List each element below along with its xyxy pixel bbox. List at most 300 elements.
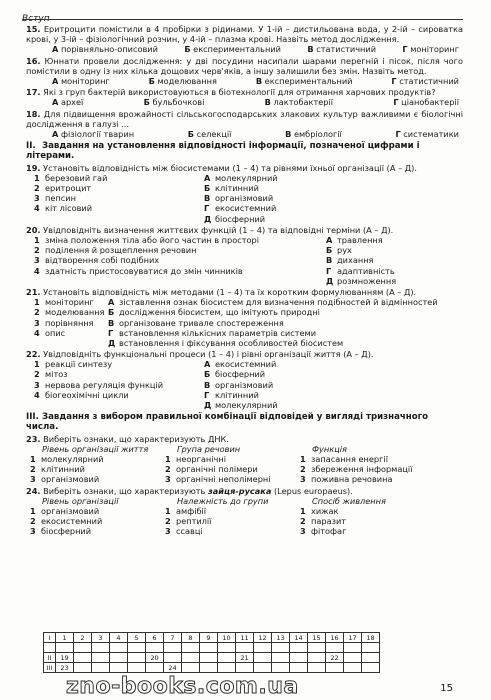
item-text: біосферний bbox=[215, 369, 266, 380]
question-19 bbox=[26, 163, 463, 224]
grid-cell bbox=[44, 643, 56, 653]
grid-cell bbox=[74, 653, 92, 663]
species-latin: (Lepus europaeus). bbox=[271, 485, 353, 496]
item-number: 1 bbox=[34, 172, 40, 183]
grid-cell bbox=[56, 643, 74, 653]
item-number: 2 bbox=[165, 516, 171, 527]
item-text: еритроцит bbox=[45, 183, 92, 194]
right-item bbox=[108, 328, 438, 338]
answer-option bbox=[52, 129, 134, 139]
question-20 bbox=[26, 225, 463, 286]
option-item bbox=[300, 526, 450, 536]
grid-cell bbox=[200, 643, 218, 653]
column-heading: Спосіб живлення bbox=[312, 495, 386, 506]
option-columns bbox=[26, 444, 463, 485]
grid-row-1-answers bbox=[44, 643, 380, 653]
question-23 bbox=[26, 434, 463, 485]
grid-cell bbox=[254, 663, 272, 673]
option-letter: Г bbox=[395, 129, 401, 140]
grid-cell bbox=[128, 643, 146, 653]
item-letter: Г bbox=[108, 327, 114, 338]
item-text: біосферний bbox=[215, 213, 266, 224]
left-item bbox=[34, 245, 324, 255]
option-text: порівняльно-описовий bbox=[60, 44, 158, 55]
item-number: 3 bbox=[165, 474, 171, 485]
left-item bbox=[34, 328, 106, 338]
item-number: 4 bbox=[34, 327, 40, 338]
grid-cell: 6 bbox=[146, 633, 164, 643]
option-item bbox=[300, 474, 450, 484]
column-heading: Належність до групи bbox=[177, 495, 269, 506]
option-item bbox=[30, 506, 165, 516]
item-number: 1 bbox=[34, 359, 40, 370]
option-text: статистичний bbox=[316, 44, 377, 55]
question-stem: Виберіть ознаки, що характеризують bbox=[43, 485, 208, 496]
item-text: екосистемний bbox=[41, 516, 103, 527]
item-number: 1 bbox=[300, 505, 306, 516]
left-item bbox=[34, 390, 202, 400]
item-number: 2 bbox=[34, 369, 40, 380]
grid-cell: 8 bbox=[182, 633, 200, 643]
grid-cell bbox=[236, 663, 254, 673]
item-letter: Д bbox=[108, 337, 116, 348]
left-column bbox=[26, 359, 202, 410]
question-stem: Які з груп бактерій використовуються в біотехнології для отримання харчових продуктів? bbox=[43, 87, 436, 98]
question-text bbox=[26, 24, 463, 44]
item-text: розмноження bbox=[337, 275, 397, 286]
left-item bbox=[34, 173, 202, 183]
option-text: фізіології тварин bbox=[60, 129, 135, 140]
option-column bbox=[165, 496, 300, 537]
item-letter: Д bbox=[326, 275, 334, 286]
question-stem: Для підвищення врожайності сільськогосподарських злакових культур важливими є біологічні дослідження в галузі … bbox=[26, 108, 463, 129]
grid-cell bbox=[344, 643, 362, 653]
item-text: амфібії bbox=[176, 505, 207, 516]
option-text: селекції bbox=[196, 129, 232, 140]
option-item bbox=[30, 454, 165, 464]
watermark: zno-books.com.ua bbox=[66, 674, 299, 699]
option-letter: А bbox=[52, 129, 59, 140]
answer-option bbox=[256, 76, 353, 86]
item-text: мітоз bbox=[45, 369, 68, 380]
left-column bbox=[26, 235, 324, 286]
grid-cell bbox=[182, 663, 200, 673]
right-column bbox=[324, 235, 396, 286]
item-letter: Г bbox=[204, 203, 210, 214]
column-heading: Рівень організації життя bbox=[42, 443, 149, 454]
right-item bbox=[108, 297, 438, 307]
right-item bbox=[204, 380, 278, 390]
option-item bbox=[30, 516, 165, 526]
item-letter: А bbox=[108, 297, 115, 308]
grid-cell: 19 bbox=[56, 653, 74, 663]
grid-cell bbox=[182, 653, 200, 663]
question-number: 21. bbox=[26, 286, 41, 297]
option-item bbox=[165, 464, 300, 474]
grid-cell bbox=[290, 663, 308, 673]
item-number: 1 bbox=[300, 454, 306, 464]
grid-cell bbox=[146, 643, 164, 653]
item-text: моніторинг bbox=[45, 297, 94, 308]
option-text: ціанобактерії bbox=[401, 97, 459, 108]
item-text: органічні полімери bbox=[176, 464, 258, 475]
option-text: експериментальний bbox=[264, 76, 353, 87]
item-text: організмовий bbox=[215, 193, 274, 204]
item-text: пепсин bbox=[45, 193, 76, 204]
answer-options bbox=[26, 97, 463, 107]
question-text bbox=[26, 87, 463, 97]
answer-option bbox=[402, 44, 459, 54]
grid-cell bbox=[254, 643, 272, 653]
grid-cell bbox=[92, 653, 110, 663]
grid-cell bbox=[362, 653, 380, 663]
grid-cell bbox=[110, 643, 128, 653]
option-item bbox=[300, 464, 450, 474]
item-number: 3 bbox=[34, 317, 40, 328]
grid-cell: 10 bbox=[218, 633, 236, 643]
item-number: 4 bbox=[34, 389, 40, 400]
question-number: 24. bbox=[26, 485, 41, 496]
matching-columns bbox=[26, 173, 463, 224]
right-item bbox=[204, 390, 278, 400]
item-text: зіставлення ознак біосистем для визначення подібностей й відмінностей bbox=[119, 297, 438, 308]
grid-cell: 15 bbox=[308, 633, 326, 643]
grid-cell bbox=[110, 653, 128, 663]
question-number: 16. bbox=[26, 55, 41, 66]
question-stem: Установіть відповідність між біосистемами (1 – 4) та рівнями їхньої організації (А – Д). bbox=[43, 162, 417, 173]
right-item bbox=[326, 235, 396, 245]
column-heading: Рівень організації bbox=[42, 495, 119, 506]
left-item bbox=[34, 318, 106, 328]
grid-cell bbox=[128, 653, 146, 663]
item-text: організоване тривале спостереження bbox=[119, 317, 284, 328]
right-item bbox=[204, 203, 278, 213]
grid-cell bbox=[272, 663, 290, 673]
grid-cell: 24 bbox=[164, 663, 182, 673]
page-content bbox=[26, 24, 463, 538]
option-item bbox=[30, 464, 165, 474]
item-letter: В bbox=[204, 379, 211, 390]
grid-cell bbox=[110, 663, 128, 673]
question-text bbox=[26, 225, 463, 235]
answer-option bbox=[149, 76, 217, 86]
item-letter: А bbox=[204, 359, 211, 370]
option-letter: В bbox=[307, 44, 314, 55]
option-item bbox=[165, 526, 300, 536]
grid-row-1 bbox=[44, 633, 380, 643]
grid-cell bbox=[128, 663, 146, 673]
option-text: лактобактерії bbox=[273, 97, 334, 108]
item-letter: В bbox=[204, 193, 211, 204]
question-number: 18. bbox=[26, 108, 41, 119]
item-text: запасання енергії bbox=[311, 454, 388, 464]
item-text: дихання bbox=[337, 255, 374, 266]
option-item bbox=[30, 474, 165, 484]
item-number: 3 bbox=[165, 526, 171, 537]
item-text: молекулярний bbox=[41, 454, 104, 464]
grid-cell bbox=[74, 663, 92, 673]
right-item bbox=[108, 338, 438, 348]
option-text: експериментальний bbox=[193, 44, 281, 55]
answer-options bbox=[26, 76, 463, 86]
item-text: ссавці bbox=[176, 526, 203, 537]
option-item bbox=[300, 516, 450, 526]
grid-cell: 12 bbox=[254, 633, 272, 643]
right-column bbox=[202, 173, 278, 224]
option-text: ембріології bbox=[293, 129, 342, 140]
right-item bbox=[204, 359, 278, 369]
option-column bbox=[300, 444, 450, 485]
option-item bbox=[30, 526, 165, 536]
option-text: систематики bbox=[403, 129, 459, 140]
item-letter: Б bbox=[326, 245, 333, 256]
grid-cell bbox=[182, 643, 200, 653]
grid-cell: 17 bbox=[344, 633, 362, 643]
item-letter: Г bbox=[326, 265, 332, 276]
item-number: 1 bbox=[34, 234, 40, 245]
answer-option bbox=[52, 44, 158, 54]
right-item bbox=[326, 245, 396, 255]
option-text: моніторинг bbox=[60, 76, 110, 87]
question-number: 22. bbox=[26, 349, 41, 360]
option-letter: В bbox=[285, 129, 292, 140]
grid-cell bbox=[254, 653, 272, 663]
option-columns bbox=[26, 496, 463, 537]
option-letter: А bbox=[52, 44, 59, 55]
grid-cell bbox=[74, 643, 92, 653]
item-number: 2 bbox=[300, 516, 306, 527]
item-number: 2 bbox=[34, 245, 40, 256]
grid-cell: 23 bbox=[56, 663, 74, 673]
left-item bbox=[34, 359, 202, 369]
answer-option bbox=[188, 129, 232, 139]
option-letter: А bbox=[52, 97, 59, 108]
question-17 bbox=[26, 87, 463, 107]
item-number: 3 bbox=[34, 193, 40, 204]
item-number: 2 bbox=[34, 307, 40, 318]
item-letter: В bbox=[326, 255, 333, 266]
item-letter: Б bbox=[204, 183, 211, 194]
right-item bbox=[326, 266, 396, 276]
option-letter: Б bbox=[184, 44, 191, 55]
matching-columns bbox=[26, 359, 463, 410]
left-item bbox=[34, 193, 202, 203]
item-number: 3 bbox=[300, 474, 306, 485]
answer-option bbox=[285, 129, 342, 139]
option-text: моніторинг bbox=[410, 44, 459, 55]
answer-options bbox=[26, 44, 463, 54]
item-text: збереження інформації bbox=[311, 464, 413, 475]
left-item bbox=[34, 203, 202, 213]
right-item bbox=[326, 276, 396, 286]
item-number: 4 bbox=[34, 265, 40, 276]
grid-cell bbox=[326, 643, 344, 653]
grid-cell bbox=[344, 653, 362, 663]
item-text: екосистемний bbox=[215, 203, 277, 214]
option-item bbox=[165, 506, 300, 516]
matching-columns bbox=[26, 235, 463, 286]
item-number: 1 bbox=[30, 454, 36, 464]
matching-columns bbox=[26, 297, 463, 348]
question-stem: Увідповідніть визначення життєвих функцій (1 – 4) та відповідні терміни (А – Д). bbox=[43, 224, 394, 235]
answer-option bbox=[52, 97, 83, 107]
item-letter: Б bbox=[204, 369, 211, 380]
left-item bbox=[34, 297, 106, 307]
item-text: опис bbox=[45, 327, 66, 338]
item-text: біосферний bbox=[41, 526, 92, 537]
grid-cell bbox=[146, 663, 164, 673]
section-2-heading: ІІ. Завдання на установлення відповідності інформації, позначеної цифрами і літерами. bbox=[26, 141, 420, 162]
answer-option bbox=[395, 129, 459, 139]
item-text: рух bbox=[337, 245, 352, 256]
item-letter: Б bbox=[108, 307, 115, 318]
grid-cell bbox=[92, 643, 110, 653]
item-number: 3 bbox=[300, 526, 306, 537]
answer-option bbox=[144, 97, 205, 107]
grid-cell bbox=[308, 643, 326, 653]
grid-cell bbox=[326, 663, 344, 673]
grid-row-3 bbox=[44, 663, 380, 673]
grid-cell: І bbox=[44, 633, 56, 643]
grid-cell: 3 bbox=[92, 633, 110, 643]
left-item bbox=[34, 380, 202, 390]
item-letter: Д bbox=[204, 213, 212, 224]
grid-cell bbox=[200, 663, 218, 673]
item-text: організмовий bbox=[215, 379, 274, 390]
option-letter: Б bbox=[148, 76, 155, 87]
item-text: моделювання bbox=[45, 307, 105, 318]
right-item bbox=[204, 214, 278, 224]
grid-cell: ІІ bbox=[44, 653, 56, 663]
item-number: 4 bbox=[34, 203, 40, 214]
item-text: екосистемний bbox=[215, 359, 277, 370]
grid-cell bbox=[290, 643, 308, 653]
right-column bbox=[106, 297, 438, 348]
grid-cell bbox=[308, 663, 326, 673]
question-text bbox=[26, 287, 463, 297]
left-item bbox=[34, 183, 202, 193]
right-item bbox=[108, 307, 438, 317]
question-22 bbox=[26, 349, 463, 410]
question-18 bbox=[26, 109, 463, 140]
item-letter: А bbox=[204, 172, 211, 183]
item-text: порівняння bbox=[45, 317, 94, 328]
item-text: відтворення собі подібних bbox=[45, 255, 160, 266]
grid-cell: 5 bbox=[128, 633, 146, 643]
species-name: зайця-русака bbox=[207, 485, 272, 496]
item-text: молекулярний bbox=[215, 172, 278, 183]
item-text: організмовий bbox=[41, 474, 100, 485]
grid-cell: 11 bbox=[236, 633, 254, 643]
grid-cell bbox=[236, 643, 254, 653]
item-number: 3 bbox=[30, 474, 36, 485]
option-letter: Г bbox=[402, 44, 408, 55]
answer-option bbox=[184, 44, 281, 54]
item-text: поживна речовина bbox=[311, 474, 393, 485]
item-number: 1 bbox=[30, 505, 36, 516]
item-text: травлення bbox=[337, 234, 383, 245]
right-item bbox=[204, 183, 278, 193]
question-number: 19. bbox=[26, 162, 41, 173]
left-item bbox=[34, 369, 202, 379]
option-text: статистичний bbox=[399, 76, 459, 87]
item-letter: А bbox=[326, 234, 333, 245]
question-stem: Еритроцити помістили в 4 пробірки з рідинами. У 1-ій – дистильована вода, у 2-ій – сироватка крові, у 3-ій – фізіологічний розчин, у 4-ій – плазма крові. Назвіть метод дослідження. bbox=[26, 24, 463, 45]
item-text: неорганічні bbox=[176, 454, 227, 464]
option-item bbox=[165, 516, 300, 526]
grid-cell bbox=[218, 653, 236, 663]
question-text bbox=[26, 486, 463, 496]
left-item bbox=[34, 255, 324, 265]
option-text: археї bbox=[60, 97, 84, 108]
question-stem: Юннати провели дослідження: у дві посудини насипали шарами перегній і пісок, після чого помістили в одну із них кілька дощових черв'яків, а іншу залишили без змін. Назвіть метод. bbox=[26, 55, 463, 76]
left-item bbox=[34, 235, 324, 245]
item-text: адаптивність bbox=[337, 265, 395, 276]
item-text: органічні неполімерні bbox=[176, 474, 271, 485]
item-text: молекулярний bbox=[215, 400, 278, 411]
option-item bbox=[165, 474, 300, 484]
item-text: біогеохімічні цикли bbox=[45, 389, 129, 400]
question-stem: Виберіть ознаки, що характеризують ДНК. bbox=[43, 433, 229, 444]
item-text: дослідження біосистем, що імітують природні bbox=[119, 307, 320, 318]
item-text: хижак bbox=[311, 505, 339, 516]
answer-options bbox=[26, 129, 463, 139]
grid-cell: 4 bbox=[110, 633, 128, 643]
option-letter: Б bbox=[143, 97, 150, 108]
header-title: Вступ bbox=[22, 14, 50, 24]
option-column bbox=[30, 496, 165, 537]
grid-cell: 13 bbox=[272, 633, 290, 643]
answer-option bbox=[393, 97, 459, 107]
item-text: організмовий bbox=[41, 505, 100, 516]
grid-cell bbox=[218, 663, 236, 673]
grid-cell bbox=[308, 653, 326, 663]
answer-option bbox=[52, 76, 110, 86]
item-number: 2 bbox=[30, 464, 36, 475]
item-text: паразит bbox=[311, 516, 347, 527]
option-letter: В bbox=[255, 76, 263, 87]
grid-cell: ІІІ bbox=[44, 663, 56, 673]
left-column bbox=[26, 173, 202, 224]
right-column bbox=[202, 359, 278, 410]
question-number: 20. bbox=[26, 224, 41, 235]
grid-cell bbox=[344, 663, 362, 673]
question-21 bbox=[26, 287, 463, 348]
question-16 bbox=[26, 56, 463, 87]
option-column bbox=[30, 444, 165, 485]
question-text bbox=[26, 434, 463, 444]
grid-cell bbox=[362, 643, 380, 653]
item-number: 3 bbox=[34, 255, 40, 266]
grid-cell: 18 bbox=[362, 633, 380, 643]
item-number: 3 bbox=[30, 526, 36, 537]
option-item bbox=[165, 454, 300, 464]
grid-cell: 20 bbox=[146, 653, 164, 663]
question-number: 17. bbox=[26, 87, 41, 98]
option-letter: А bbox=[52, 76, 59, 87]
option-letter: Г bbox=[393, 97, 399, 108]
right-item bbox=[108, 318, 438, 328]
option-letter: Б bbox=[187, 129, 194, 140]
column-heading: Група речовин bbox=[177, 443, 241, 454]
question-text bbox=[26, 109, 463, 129]
grid-cell: 14 bbox=[290, 633, 308, 643]
grid-cell: 1 bbox=[56, 633, 74, 643]
right-item bbox=[326, 255, 396, 265]
answer-option bbox=[307, 44, 376, 54]
grid-row-2 bbox=[44, 653, 380, 663]
item-number: 2 bbox=[34, 183, 40, 194]
